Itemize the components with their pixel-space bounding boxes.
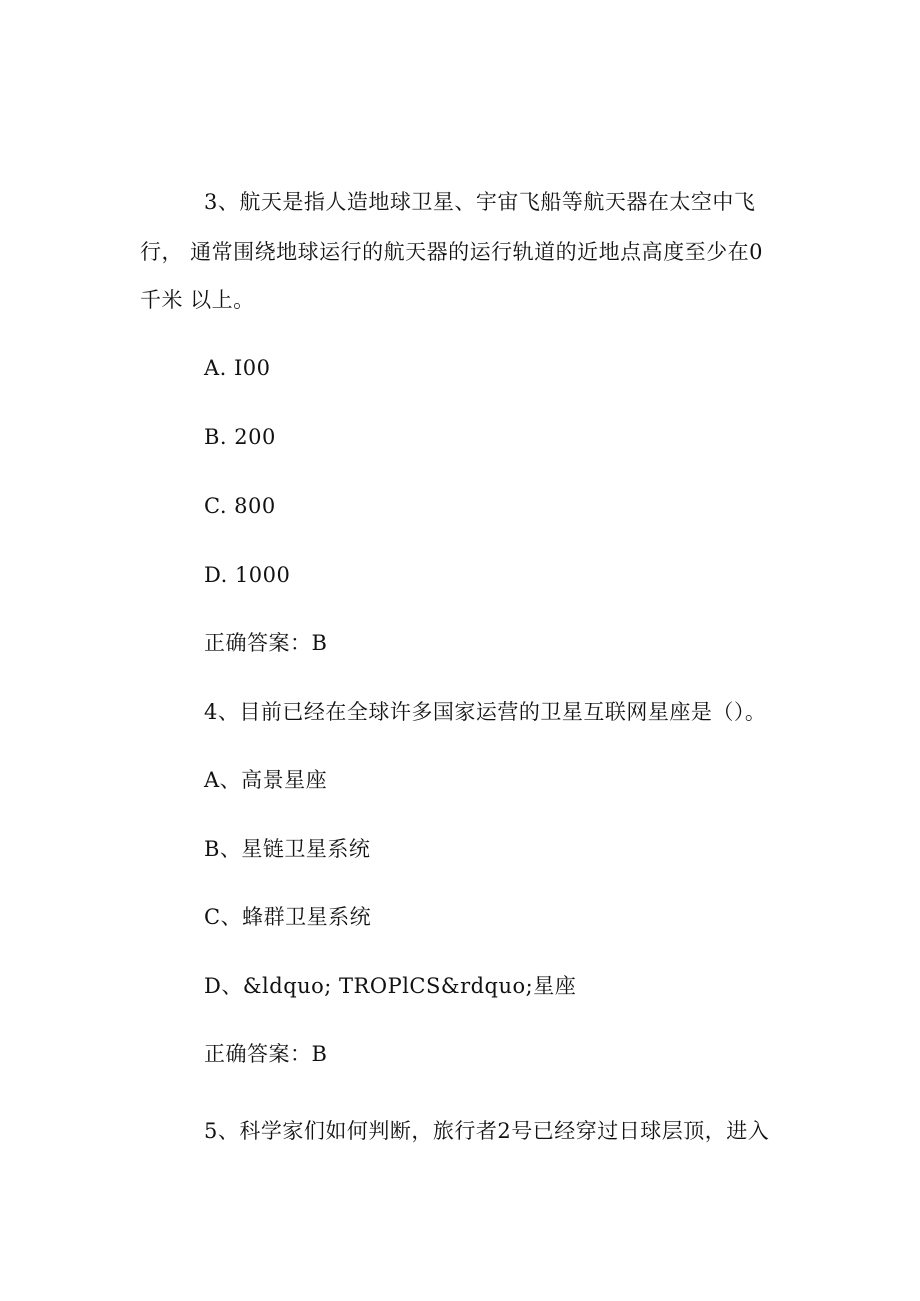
question-5-text: 5、科学家们如何判断，旅行者2号已经穿过日球层顶，进入 xyxy=(204,1119,770,1143)
question-3-text-line-2: 行， 通常围绕地球运行的航天器的运行轨道的近地点高度至少在0 xyxy=(140,240,764,264)
question-4-answer: 正确答案：B xyxy=(204,1042,328,1066)
question-3-option-a: A. I00 xyxy=(204,356,271,380)
question-3-option-c: C. 800 xyxy=(204,494,276,518)
question-4-option-c: C、蜂群卫星系统 xyxy=(204,905,372,929)
question-4-option-a: A、高景星座 xyxy=(204,768,328,792)
question-3-answer: 正确答案：B xyxy=(204,631,328,655)
question-3-text-line-3: 千米 以上。 xyxy=(140,288,255,312)
question-3-option-d: D. 1000 xyxy=(204,563,291,587)
question-4-option-b: B、星链卫星系统 xyxy=(204,837,371,861)
question-3-option-b: B. 200 xyxy=(204,425,276,449)
question-4-text: 4、目前已经在全球许多国家运营的卫星互联网星座是（）。 xyxy=(204,700,767,724)
question-4-option-d: D、&ldquo; TROPlCS&rdquo;星座 xyxy=(204,974,577,998)
question-3-text-line-1: 3、航天是指人造地球卫星、宇宙飞船等航天器在太空中飞 xyxy=(204,190,756,214)
